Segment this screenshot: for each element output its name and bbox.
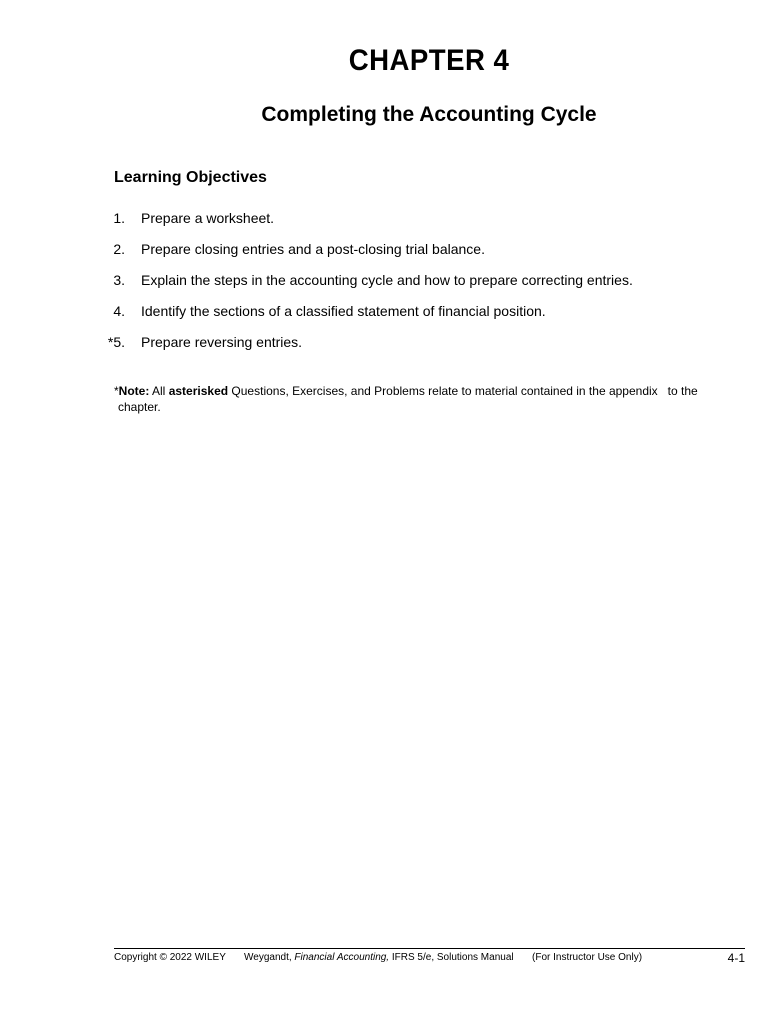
footer-instructor-note: (For Instructor Use Only) — [532, 952, 643, 963]
footer-author: Weygandt, — [244, 952, 292, 963]
objective-number: 4. — [113, 303, 125, 319]
chapter-title: CHAPTER 4 — [348, 44, 510, 77]
objective-text: Prepare reversing entries. — [141, 334, 303, 350]
note-label: Note: — [118, 384, 150, 398]
objective-text: Explain the steps in the accounting cycle and how to prepare correcting entries. — [141, 272, 633, 288]
note-asterisk: * — [114, 384, 119, 398]
learning-objectives-heading: Learning Objectives — [114, 169, 267, 186]
learning-objectives-list — [0, 210, 768, 365]
note-text: Questions, Exercises, and Problems relate to material contained in the appendix to the — [231, 384, 698, 398]
objective-number: 3. — [113, 272, 125, 288]
appendix-note — [114, 383, 745, 415]
footer-edition: IFRS 5/e, Solutions Manual — [391, 952, 514, 963]
footer-divider — [114, 948, 745, 949]
objective-item — [0, 272, 768, 303]
objective-number: 2. — [113, 241, 125, 257]
page-number: 4-1 — [727, 951, 745, 965]
note-emphasis: asterisked — [168, 384, 229, 398]
objective-item — [0, 210, 768, 241]
footer-credit — [244, 952, 514, 963]
objective-item — [0, 334, 768, 365]
note-word: All — [152, 384, 166, 398]
objective-number: 1. — [113, 210, 125, 226]
objective-text: Identify the sections of a classified statement of financial position. — [141, 303, 546, 319]
objective-item — [0, 241, 768, 272]
chapter-subtitle: Completing the Accounting Cycle — [261, 103, 597, 126]
footer-book-title: Financial Accounting, — [294, 952, 390, 963]
footer-copyright: Copyright © 2022 WILEY — [114, 952, 226, 963]
objective-number: *5. — [107, 334, 125, 350]
objective-text: Prepare closing entries and a post-closing trial balance. — [141, 241, 485, 257]
objective-text: Prepare a worksheet. — [141, 210, 275, 226]
objective-item — [0, 303, 768, 334]
note-text-continued: chapter. — [118, 400, 161, 414]
